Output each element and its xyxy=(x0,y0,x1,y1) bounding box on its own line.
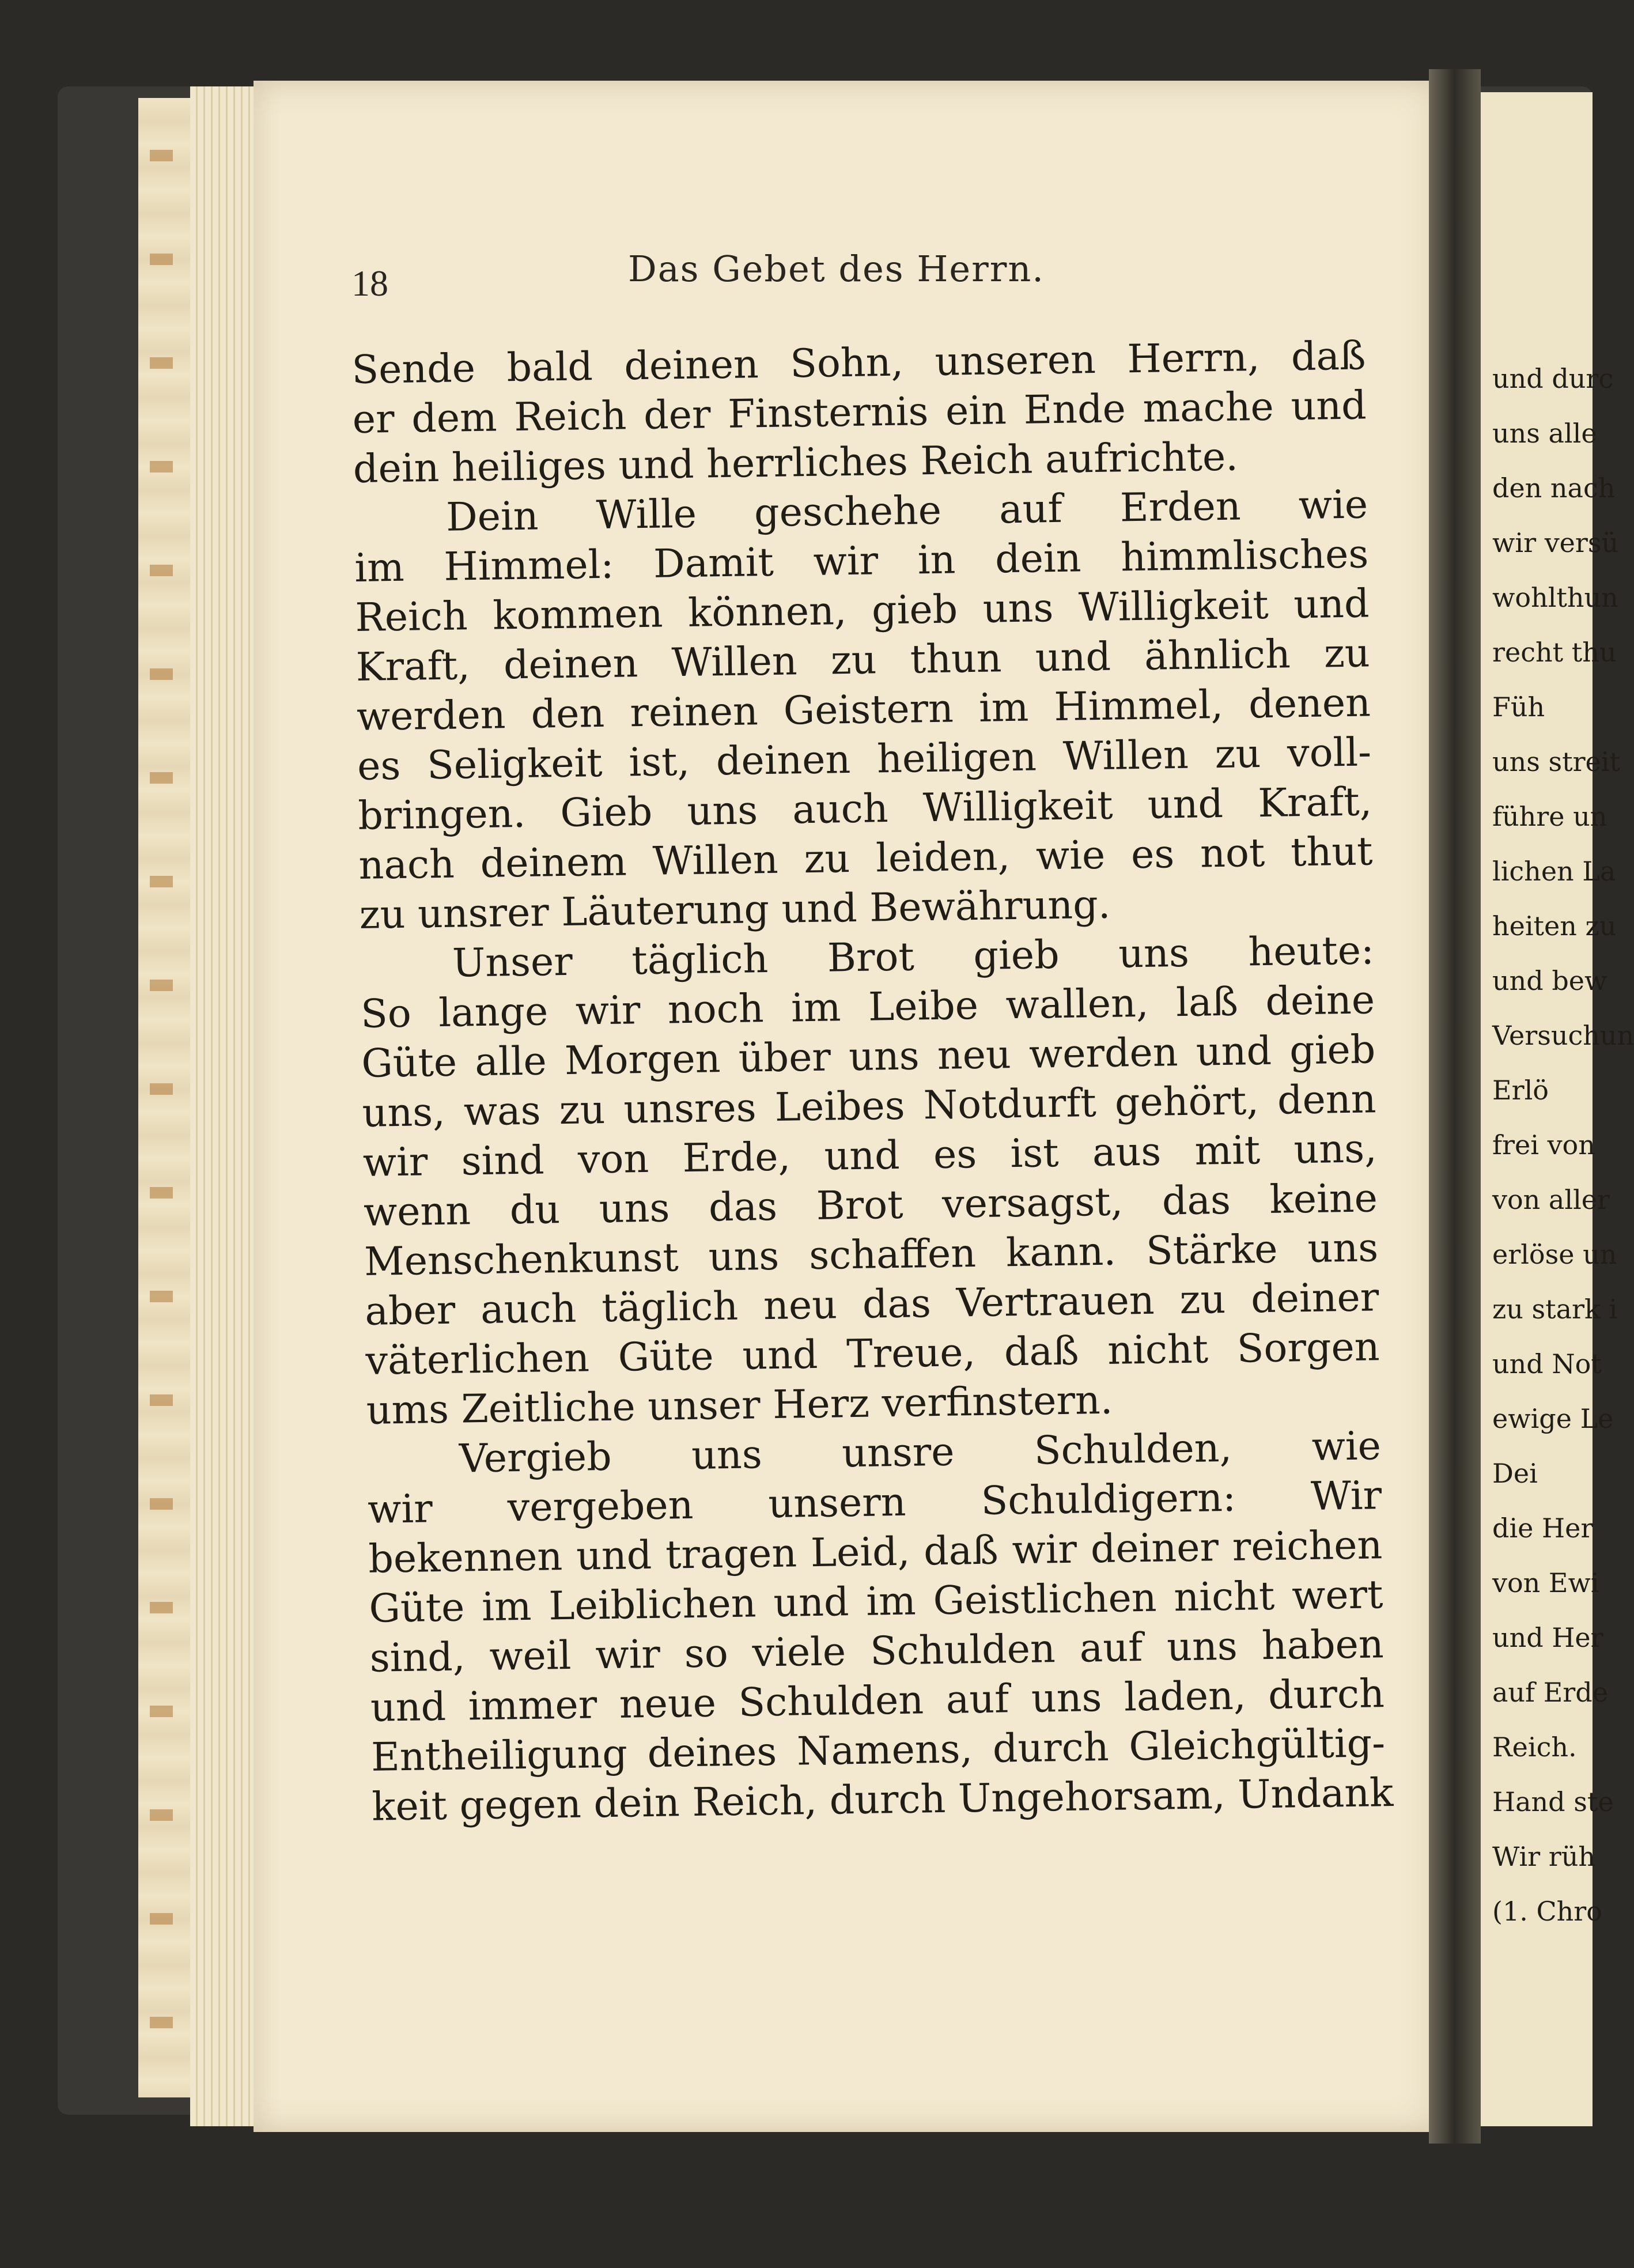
next-page-line: führe un xyxy=(1492,801,1607,832)
text-line: So lange wir noch im Leibe wallen, laß deine xyxy=(360,977,1375,1037)
next-page-line: Versuchun xyxy=(1492,1020,1634,1051)
next-page-line: von aller xyxy=(1492,1184,1610,1215)
text-line: wenn du uns das Brot versagst, das keine xyxy=(363,1175,1378,1235)
text-line: ums Zeitliche unser Herz verfinstern. xyxy=(366,1377,1113,1434)
text-line: zu unsrer Läuterung und Bewährung. xyxy=(359,882,1111,938)
text-line: Entheiligung deines Namens, durch Gleichgültig- xyxy=(370,1721,1386,1781)
text-line: und immer neue Schulden auf uns laden, durch xyxy=(370,1671,1385,1731)
next-page-line: lichen La xyxy=(1492,856,1616,887)
next-page-line: wir versü xyxy=(1492,527,1619,558)
next-page-line: Erlö xyxy=(1492,1075,1549,1106)
text-line: bekennen und tragen Leid, daß wir deiner reichen xyxy=(368,1522,1383,1582)
text-line: nach deinem Willen zu leiden, wie es not thut xyxy=(358,829,1373,889)
next-page-line: Füh xyxy=(1492,691,1545,723)
petition-heading-line: Vergieb uns unsre Schulden, wie xyxy=(459,1423,1382,1482)
book-gutter xyxy=(1429,69,1481,2144)
next-page-line: wohlthun xyxy=(1492,582,1618,613)
text-line: uns, was zu unsres Leibes Notdurft gehört, denn xyxy=(362,1076,1376,1136)
text-line: wir vergeben unsern Schuldigern: Wir xyxy=(367,1473,1382,1533)
text-line: wir sind von Erde, und es ist aus mit uns, xyxy=(362,1126,1378,1186)
next-page-line: von Ewi xyxy=(1492,1567,1599,1598)
text-line: werden den reinen Geistern im Himmel, denen xyxy=(356,680,1371,740)
text-line: Reich kommen können, gieb uns Willigkeit und xyxy=(355,581,1370,641)
petition-heading-line: Unser täglich Brot gieb uns heute: xyxy=(452,928,1375,986)
next-page-line: und bew xyxy=(1492,965,1607,996)
next-page-line: Dei xyxy=(1492,1458,1538,1489)
next-page-line: die Her xyxy=(1492,1513,1594,1544)
text-line: Güte im Leiblichen und im Geistlichen nicht wert xyxy=(369,1572,1383,1632)
text-line: bringen. Gieb uns auch Willigkeit und Kraft, xyxy=(357,779,1372,839)
page-number: 18 xyxy=(351,263,388,304)
next-page-line: und durc xyxy=(1492,363,1614,394)
next-page-line: und Her xyxy=(1492,1622,1603,1653)
next-page-line: ewige Le xyxy=(1492,1403,1614,1434)
next-page-line: und Not xyxy=(1492,1348,1602,1379)
next-page-text xyxy=(1492,351,1634,1939)
next-page-line: (1. Chro xyxy=(1492,1896,1602,1927)
next-page-line: uns streit xyxy=(1492,746,1620,777)
next-page-line: frei von xyxy=(1492,1129,1595,1161)
text-line: dein heiliges und herrliches Reich aufrichte. xyxy=(353,434,1239,492)
next-page-line: auf Erde xyxy=(1492,1677,1608,1708)
next-page-line: erlöse un xyxy=(1492,1239,1617,1270)
running-head: Das Gebet des Herrn. xyxy=(628,248,1045,290)
text-line: keit gegen dein Reich, durch Ungehorsam, Undank xyxy=(371,1770,1394,1830)
text-line: es Seligkeit ist, deinen heiligen Willen zu voll- xyxy=(357,729,1372,789)
next-page-line: den nach xyxy=(1492,472,1616,504)
next-page-line: Reich. xyxy=(1492,1732,1577,1763)
text-line: väterlichen Güte und Treue, daß nicht Sorgen xyxy=(365,1324,1380,1384)
text-line: Menschenkunst uns schaffen kann. Stärke uns xyxy=(364,1225,1379,1285)
text-line: Sende bald deinen Sohn, unseren Herrn, daß xyxy=(351,333,1366,393)
text-line: Kraft, deinen Willen zu thun und ähnlich zu xyxy=(355,630,1371,690)
text-line: er dem Reich der Finsternis ein Ende mache und xyxy=(352,383,1367,443)
next-page-line: heiten zu xyxy=(1492,910,1617,942)
text-line: sind, weil wir so viele Schulden auf uns haben xyxy=(369,1621,1385,1681)
text-line: im Himmel: Damit wir in dein himmlisches xyxy=(354,531,1369,591)
next-page-line: Hand ste xyxy=(1492,1786,1614,1817)
next-page-line: zu stark i xyxy=(1492,1294,1618,1325)
next-page-line: recht thu xyxy=(1492,637,1617,668)
page-edge-decoration xyxy=(138,98,192,2097)
text-line: Güte alle Morgen über uns neu werden und gieb xyxy=(361,1027,1376,1087)
body-text xyxy=(351,331,1394,1832)
next-page-line: uns alle xyxy=(1492,418,1597,449)
petition-heading-line: Dein Wille geschehe auf Erden wie xyxy=(445,482,1368,540)
text-line: aber auch täglich neu das Vertrauen zu deiner xyxy=(364,1275,1379,1335)
next-page-line: Wir rüh xyxy=(1492,1841,1596,1872)
